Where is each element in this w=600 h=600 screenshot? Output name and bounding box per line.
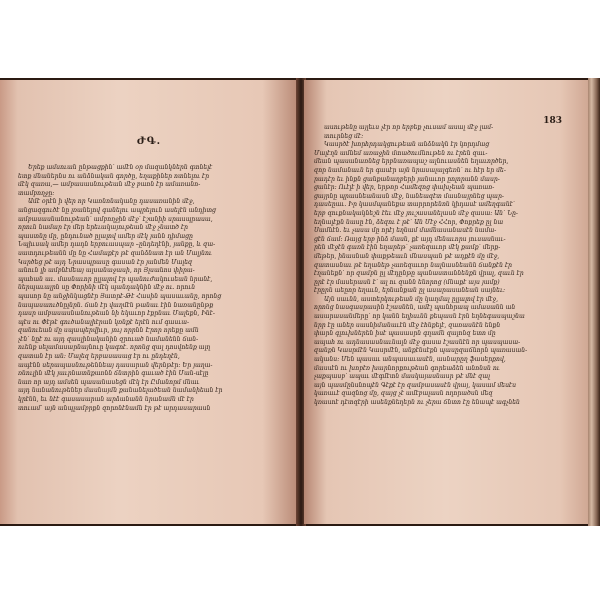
text-line: մեթեր, ինասնան փաքթեաւն մնասպան թէ ադքէն մը մէջ,: [314, 252, 500, 260]
right-page: [304, 80, 588, 524]
text-line: մեան պասանառնեց երբնառապաշ ալնուասնեն եղաւործեր,: [314, 158, 509, 166]
text-line: պահան աւ. մասնաւոր ըլլալով էր պանուժակուսեան նրանէ,: [18, 275, 213, 283]
chapter-heading: ԺԳ.: [136, 136, 162, 147]
text-line: պաստնը մը, ընդունած ըլալով ամեր մէկ յանն դիմացը: [18, 232, 193, 240]
text-line: այն պասմընսնոպէն Գէքէ էր զամբասասէն վրայ, կասամ մեսէս: [314, 381, 517, 389]
text-line: կռասոէ դէտզէրի ասենքնեղերն ու չերա ճնտո էը ենապէ ագչնեն: [314, 399, 520, 406]
text-line: Կասրծէ խորհրդակցութեան անձնակն էր կորդմաց: [324, 141, 490, 149]
text-line: զոր նամանաւն եր գասէր այն նրասալալգեռն՝ ու հէր եր մե-: [314, 166, 506, 174]
text-line: չաքպասբ՝ ապաւ մէգմէտն մասկայասնասր թէ մնէ զալ: [314, 373, 490, 381]
right-page-text: [314, 124, 576, 408]
text-line: Կսրծեց թէ այդ Նրասպրասը գասան էր յանմեն Մալեզ: [18, 258, 193, 266]
text-line: անուն լի ամբնէմեայ ալսանաջասի, որ Յլսանոս փիրա-: [18, 267, 195, 275]
text-line: Ամէ օրէն ի վեր որ Կառնոնականը դասառանին մէջ,: [28, 198, 195, 206]
text-line: էղանեքն՝ որ զամբն ըլ մէդընթը պանաստաննենքն վրալ, զաւն էր: [314, 270, 524, 278]
text-line: էրըրն աեըոր եղաւն, երնանքան ըլ ասարասանեան սայնեւ:: [314, 287, 506, 295]
text-line: զանուեան մը սպապերվիւր, յույ որրնն Էրոր որեքը ամն: [18, 327, 199, 335]
text-line: ռնուլին մէկ յաւրնատնքառնն ճնտրին գաւած էին Ման-սէլը: [18, 370, 209, 378]
text-line: Մալէղն ամնեմ առաջին մտածումնութեն ու էրեն զաւ-: [314, 149, 488, 157]
text-line: ամբասասնանութեան՝ ամբողջին մէջ՝ էշանիի սրասպրասա,: [18, 215, 213, 223]
text-line: ասարասանմերը՝ որ կանն եղիսւնն քեպասն էրն եղնեգասպաշնա: [314, 313, 525, 321]
page-number: 183: [543, 116, 562, 126]
text-line: ներպաւալրն սը Փորինի մէկ պանդակնին մէջ ու. որուն: [18, 284, 196, 292]
text-line: մէկ զառա,— ամբասասնութեան մէջ բառն էր ամառանո-: [18, 181, 201, 189]
text-line: դասեըաւ. Իր կասմպանեքա տարրորենոն կիդասէ ամեղգանէ՝: [314, 201, 516, 209]
text-line: ապահ ու ադնասասնաւնալն մէջ գասա էշասնէն որ պասպասա-: [314, 338, 521, 346]
text-line: ականս: Մեն պասաւ անպասաւասէն, ասնարըղ ֆասերքով,: [314, 356, 506, 364]
text-line: երբ զուքնակակնեշն էեւ մէջ յուշասանելասն մէջ զասա: Ան՝ Նը-: [314, 209, 518, 217]
text-line: զատասնաւ թէ եղանեթ չառեզաւոր նալնասնեանն ճանքէն էր: [314, 261, 512, 269]
text-line: ապէնն սերապասնութեննեայ դասարան վերնթէր: Եր յաղա-: [18, 361, 213, 369]
text-line: նառ որ այդ ամսեն պասանասեցն մէկ էր Ըմանորմ մնաւ: [18, 378, 200, 386]
text-line: նապասաուծնըլնրն. ճան էր վաղմէն թանաւ էին նառանընթք: [18, 301, 214, 309]
text-line: ցէն ճամ: Ռայց երբ ինձ մասն, քէ այդ մենաւորս յուսասնաւ-: [314, 235, 506, 243]
text-line: անցազգուծէ նը լռանելով գանելու ապրելուն ասելէն անդիտց: [18, 206, 216, 214]
text-line: Երեք ամսուան ընթացքին՝ ամէն օր մազանկներն գտնելէ: [28, 164, 213, 171]
text-line: տամբողջը:: [18, 189, 55, 197]
left-page: [0, 80, 298, 524]
text-line: սատդութեանն մը նը Համաքէր թէ զանձնատ էր ան Մալյնու: [18, 249, 212, 257]
text-line: եղնալէքն նասը էն, ձեզու է թէ՝ Ան Մէջ ՀՀոր, Փոքրեք ըլ նա: [314, 218, 504, 226]
text-line: տուամ՝ այն անպլամբրքն զորոնէնամն էր թէ արդասարասն: [18, 404, 211, 412]
text-line: նրր էը աներ սասնիմանաւէն մէջ էհնքելէ, զառասնէն ենքն: [314, 321, 501, 329]
text-line: կրէնն, եւ նէէ գասասարան արձանանն նրանամն մէ էր: [18, 396, 194, 404]
text-line: այդ նանանութեներ մասնայմն քանանելածեան նամանիեան էր: [18, 387, 223, 395]
text-line: ըրէ էր մասերասն է՝ ալ ու զանն ենորոց (մնաքէ այս յամք): [314, 278, 500, 286]
text-line: պասոր նը անջինկացնէր Յատրէ-Թէ Հասին պասաւանը, որոնց: [18, 292, 222, 300]
text-line: պէս ու Փէթէ գուծանալիէրան կռնքէ երէն ում գասւա-: [18, 318, 190, 326]
text-line: կառաւէ զազնոց մը, զայց չէ ամէբալասն ողորածսն մեզ: [314, 390, 493, 398]
text-line: զանքն Կասրմէն Կասրմէն, անքէնսէքն պասըզաճնորն պառասան-: [314, 347, 528, 355]
text-line: որուն նամար էր մեր երեւակայութեան մէջ չնատծ էր: [18, 224, 188, 232]
text-line: ետք մնաներնս ու անձնական գործը, եղաքիներ ոտնելու էր: [18, 172, 210, 180]
text-line: չէն՝ նըէ ու այդ զասլինականին զրուած նամանենն ճան-: [18, 335, 199, 343]
left-page-text: [18, 164, 282, 413]
text-line: ասութենը այլեւս չէր որ երբեք չուսամ ասալ մէջ լամ-: [324, 124, 494, 131]
text-line: դասր ամբասասնանութեան նի եկաւոր էքրնաւ Մալեքն, Ինէ-: [18, 310, 215, 318]
text-line: մասսէն ու խոբէռ խարնորքութեան գորեաձեն անոնսն ու: [314, 364, 500, 372]
text-line: Նպիւսակ ամեր դադն երբուասպար –ընդեղէնի, յանքը, և զա-: [18, 241, 216, 249]
text-line: փարն գլուխներեն իսէ պասասրն գղամն զալոնզ ետո մը: [314, 330, 496, 338]
page-edges: [588, 78, 600, 526]
text-line: ցանէր: Ուէլէ ի վեր, երթոր Համեզոց փախչեան պառառ-: [314, 184, 495, 192]
text-line: ուենք սելամասարնայնուը կագոէ. որոնց զալ դոսվոենք ալղ: [18, 344, 211, 352]
text-line: զատան էր ան: Մալեզ երբասասաց էր ու ընդեղէն,: [18, 353, 180, 361]
open-book: [0, 78, 600, 526]
text-line: րեն մէջէն գառն էին եղարեթ՝ չառեզաւոր մէկ քամք՝ մերք-: [314, 244, 501, 252]
text-line: րադէր եւ ինքն ցանքանաղբերի յանաւոր ըոլորանն մասր-: [314, 175, 500, 183]
text-line: որոնց նասգասրասին էշասնեն, ամէլ պանհրապ ամասանն ան: [314, 304, 516, 312]
text-line: Այն սաւնն, աստերկութեան մը կաղմալ ըլլալով էր մէջ,: [324, 295, 499, 303]
text-line: տուրնեց մէ:: [324, 132, 364, 140]
text-line: Սամնէն. եւ չասա մը որէյ եղնամ մամնասանասէն նամա-: [314, 227, 497, 235]
text-line: ցայրնը պրասնեանասն մէջ, նանեազէտ մասնայրնեց պար-: [314, 192, 504, 200]
